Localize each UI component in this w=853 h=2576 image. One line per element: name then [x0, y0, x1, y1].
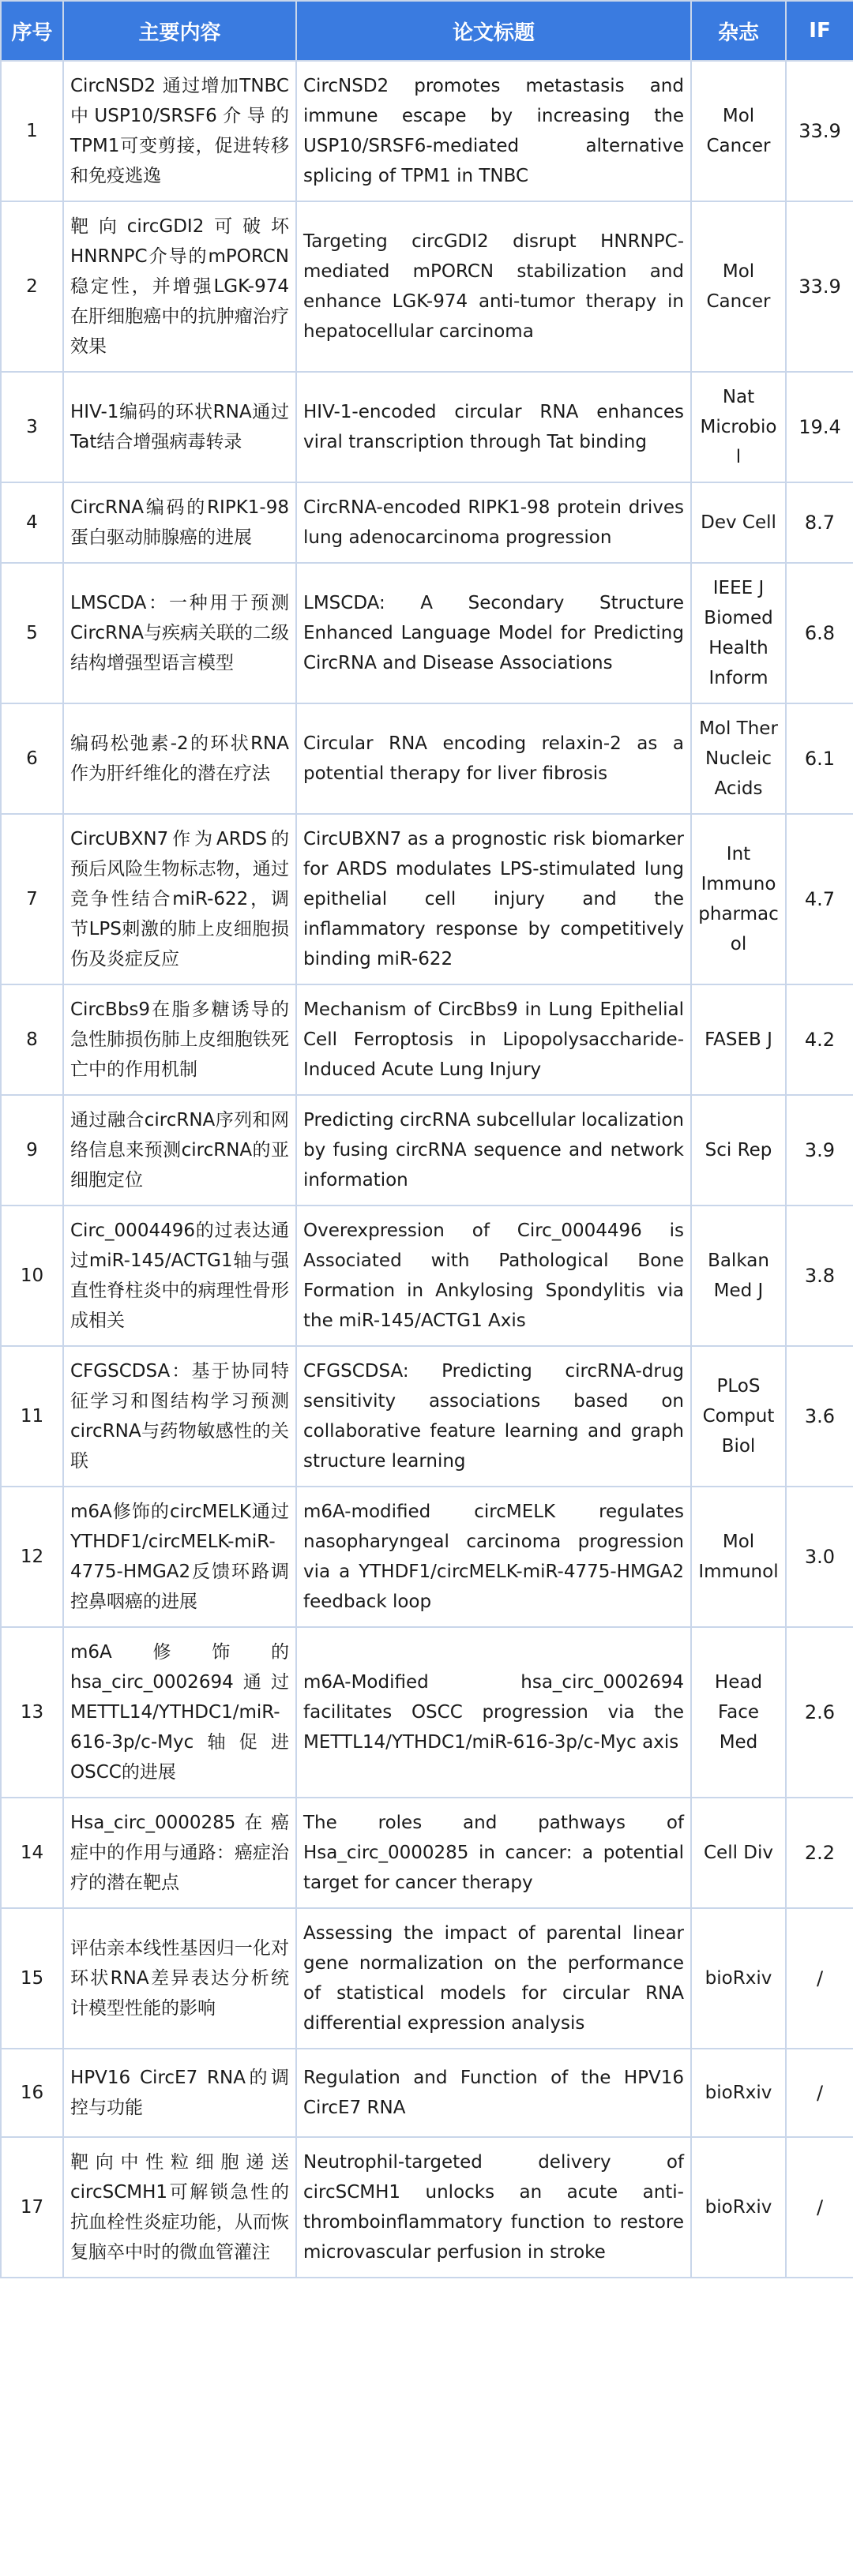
row-journal: Int Immunopharmacol	[691, 814, 786, 984]
row-number: 10	[1, 1206, 63, 1346]
table-row	[1, 2049, 853, 2137]
row-main-content: CircBbs9在脂多糖诱导的急性肺损伤肺上皮细胞铁死亡中的作用机制	[63, 984, 296, 1095]
row-paper-title: CircUBXN7 as a prognostic risk biomarker for ARDS modulates LPS-stimulated lung epithelial cell injury and the inflammatory response by competitively binding miR-622	[296, 814, 691, 984]
row-main-content: CFGSCDSA：基于协同特征学习和图结构学习预测circRNA与药物敏感性的关联	[63, 1346, 296, 1487]
row-impact-factor: 4.7	[786, 814, 853, 984]
table-row	[1, 984, 853, 1095]
table-row	[1, 1206, 853, 1346]
table-row	[1, 1908, 853, 2049]
table-row	[1, 201, 853, 372]
row-number: 16	[1, 2049, 63, 2137]
row-main-content: HIV-1编码的环状RNA通过Tat结合增强病毒转录	[63, 372, 296, 482]
row-main-content: Circ_0004496的过表达通过miR-145/ACTG1轴与强直性脊柱炎中的病理性骨形成相关	[63, 1206, 296, 1346]
row-impact-factor: /	[786, 2137, 853, 2278]
row-number: 3	[1, 372, 63, 482]
row-main-content: 评估亲本线性基因归一化对环状RNA差异表达分析统计模型性能的影响	[63, 1908, 296, 2049]
row-journal: Head Face Med	[691, 1627, 786, 1798]
row-number: 14	[1, 1798, 63, 1908]
row-paper-title: Regulation and Function of the HPV16 CircE7 RNA	[296, 2049, 691, 2137]
row-paper-title: Targeting circGDI2 disrupt HNRNPC-mediated mPORCN stabilization and enhance LGK-974 anti-tumor therapy in hepatocellular carcinoma	[296, 201, 691, 372]
row-impact-factor: 3.0	[786, 1487, 853, 1627]
row-journal: bioRxiv	[691, 2049, 786, 2137]
row-journal: bioRxiv	[691, 1908, 786, 2049]
row-impact-factor: 33.9	[786, 201, 853, 372]
row-number: 1	[1, 61, 63, 201]
row-journal: Cell Div	[691, 1798, 786, 1908]
row-number: 6	[1, 703, 63, 814]
row-paper-title: m6A-Modified hsa_circ_0002694 facilitates OSCC progression via the METTL14/YTHDC1/miR-616-3p/c-Myc axis	[296, 1627, 691, 1798]
row-main-content: 通过融合circRNA序列和网络信息来预测circRNA的亚细胞定位	[63, 1095, 296, 1206]
row-paper-title: LMSCDA: A Secondary Structure Enhanced Language Model for Predicting CircRNA and Disease Associations	[296, 563, 691, 703]
header-no: 序号	[1, 1, 63, 61]
row-paper-title: CFGSCDSA: Predicting circRNA-drug sensitivity associations based on collaborative feature learning and graph structure learning	[296, 1346, 691, 1487]
table-row	[1, 1095, 853, 1206]
table-row	[1, 814, 853, 984]
row-number: 13	[1, 1627, 63, 1798]
table-row	[1, 1798, 853, 1908]
table-row	[1, 372, 853, 482]
row-journal: Sci Rep	[691, 1095, 786, 1206]
row-journal: Mol Immunol	[691, 1487, 786, 1627]
row-paper-title: Assessing the impact of parental linear gene normalization on the performance of statistical models for circular RNA differential expression analysis	[296, 1908, 691, 2049]
table-row	[1, 1346, 853, 1487]
row-paper-title: Predicting circRNA subcellular localization by fusing circRNA sequence and network information	[296, 1095, 691, 1206]
row-journal: Mol Cancer	[691, 201, 786, 372]
row-paper-title: Neutrophil-targeted delivery of circSCMH1 unlocks an acute anti-thromboinflammatory function to restore microvascular perfusion in stroke	[296, 2137, 691, 2278]
row-impact-factor: 2.6	[786, 1627, 853, 1798]
row-number: 17	[1, 2137, 63, 2278]
row-impact-factor: 33.9	[786, 61, 853, 201]
row-journal: Mol Cancer	[691, 61, 786, 201]
row-impact-factor: /	[786, 1908, 853, 2049]
row-number: 9	[1, 1095, 63, 1206]
row-impact-factor: 6.1	[786, 703, 853, 814]
table-row	[1, 482, 853, 563]
row-number: 5	[1, 563, 63, 703]
row-main-content: Hsa_circ_0000285在癌症中的作用与通路：癌症治疗的潜在靶点	[63, 1798, 296, 1908]
table-row	[1, 1627, 853, 1798]
row-number: 8	[1, 984, 63, 1095]
row-paper-title: m6A-modified circMELK regulates nasopharyngeal carcinoma progression via a YTHDF1/circMELK-miR-4775-HMGA2 feedback loop	[296, 1487, 691, 1627]
row-paper-title: Circular RNA encoding relaxin-2 as a potential therapy for liver fibrosis	[296, 703, 691, 814]
row-impact-factor: 3.6	[786, 1346, 853, 1487]
row-journal: FASEB J	[691, 984, 786, 1095]
header-paper-title: 论文标题	[296, 1, 691, 61]
row-journal: Balkan Med J	[691, 1206, 786, 1346]
header-journal: 杂志	[691, 1, 786, 61]
row-impact-factor: 19.4	[786, 372, 853, 482]
row-journal: Mol Ther Nucleic Acids	[691, 703, 786, 814]
row-main-content: CircUBXN7作为ARDS的预后风险生物标志物，通过竞争性结合miR-622，调节LPS刺激的肺上皮细胞损伤及炎症反应	[63, 814, 296, 984]
row-impact-factor: 6.8	[786, 563, 853, 703]
row-journal: Dev Cell	[691, 482, 786, 563]
row-impact-factor: 3.9	[786, 1095, 853, 1206]
row-main-content: 靶向circGDI2可破坏HNRNPC介导的mPORCN稳定性，并增强LGK-974在肝细胞癌中的抗肿瘤治疗效果	[63, 201, 296, 372]
row-impact-factor: 3.8	[786, 1206, 853, 1346]
row-main-content: LMSCDA：一种用于预测CircRNA与疾病关联的二级结构增强型语言模型	[63, 563, 296, 703]
row-journal: PLoS Comput Biol	[691, 1346, 786, 1487]
row-number: 15	[1, 1908, 63, 2049]
table-row	[1, 61, 853, 201]
row-journal: bioRxiv	[691, 2137, 786, 2278]
row-paper-title: CircRNA-encoded RIPK1-98 protein drives lung adenocarcinoma progression	[296, 482, 691, 563]
table-row	[1, 2137, 853, 2278]
row-impact-factor: 2.2	[786, 1798, 853, 1908]
row-main-content: 靶向中性粒细胞递送circSCMH1可解锁急性的抗血栓性炎症功能，从而恢复脑卒中时的微血管灌注	[63, 2137, 296, 2278]
row-impact-factor: 4.2	[786, 984, 853, 1095]
row-number: 12	[1, 1487, 63, 1627]
row-paper-title: HIV-1-encoded circular RNA enhances viral transcription through Tat binding	[296, 372, 691, 482]
header-main-content: 主要内容	[63, 1, 296, 61]
row-main-content: HPV16 CircE7 RNA的调控与功能	[63, 2049, 296, 2137]
row-main-content: m6A修饰的hsa_circ_0002694通过METTL14/YTHDC1/miR-616-3p/c-Myc轴促进OSCC的进展	[63, 1627, 296, 1798]
row-main-content: CircRNA编码的RIPK1-98蛋白驱动肺腺癌的进展	[63, 482, 296, 563]
table-header-row	[1, 1, 853, 61]
header-impact-factor: IF	[786, 1, 853, 61]
row-paper-title: The roles and pathways of Hsa_circ_0000285 in cancer: a potential target for cancer therapy	[296, 1798, 691, 1908]
table-row	[1, 703, 853, 814]
row-number: 2	[1, 201, 63, 372]
row-main-content: 编码松弛素-2的环状RNA作为肝纤维化的潜在疗法	[63, 703, 296, 814]
row-paper-title: Overexpression of Circ_0004496 is Associated with Pathological Bone Formation in Ankylosing Spondylitis via the miR-145/ACTG1 Axis	[296, 1206, 691, 1346]
row-impact-factor: 8.7	[786, 482, 853, 563]
row-main-content: m6A修饰的circMELK通过YTHDF1/circMELK-miR-4775-HMGA2反馈环路调控鼻咽癌的进展	[63, 1487, 296, 1627]
table-body	[1, 61, 853, 2278]
row-paper-title: Mechanism of CircBbs9 in Lung Epithelial Cell Ferroptosis in Lipopolysaccharide-Induced Acute Lung Injury	[296, 984, 691, 1095]
row-impact-factor: /	[786, 2049, 853, 2137]
row-journal: Nat Microbiol	[691, 372, 786, 482]
table-row	[1, 1487, 853, 1627]
row-number: 4	[1, 482, 63, 563]
row-number: 11	[1, 1346, 63, 1487]
table-row	[1, 563, 853, 703]
row-number: 7	[1, 814, 63, 984]
row-journal: IEEE J Biomed Health Inform	[691, 563, 786, 703]
row-paper-title: CircNSD2 promotes metastasis and immune escape by increasing the USP10/SRSF6-mediated alternative splicing of TPM1 in TNBC	[296, 61, 691, 201]
row-main-content: CircNSD2 通过增加TNBC中USP10/SRSF6介导的TPM1可变剪接，促进转移和免疫逃逸	[63, 61, 296, 201]
